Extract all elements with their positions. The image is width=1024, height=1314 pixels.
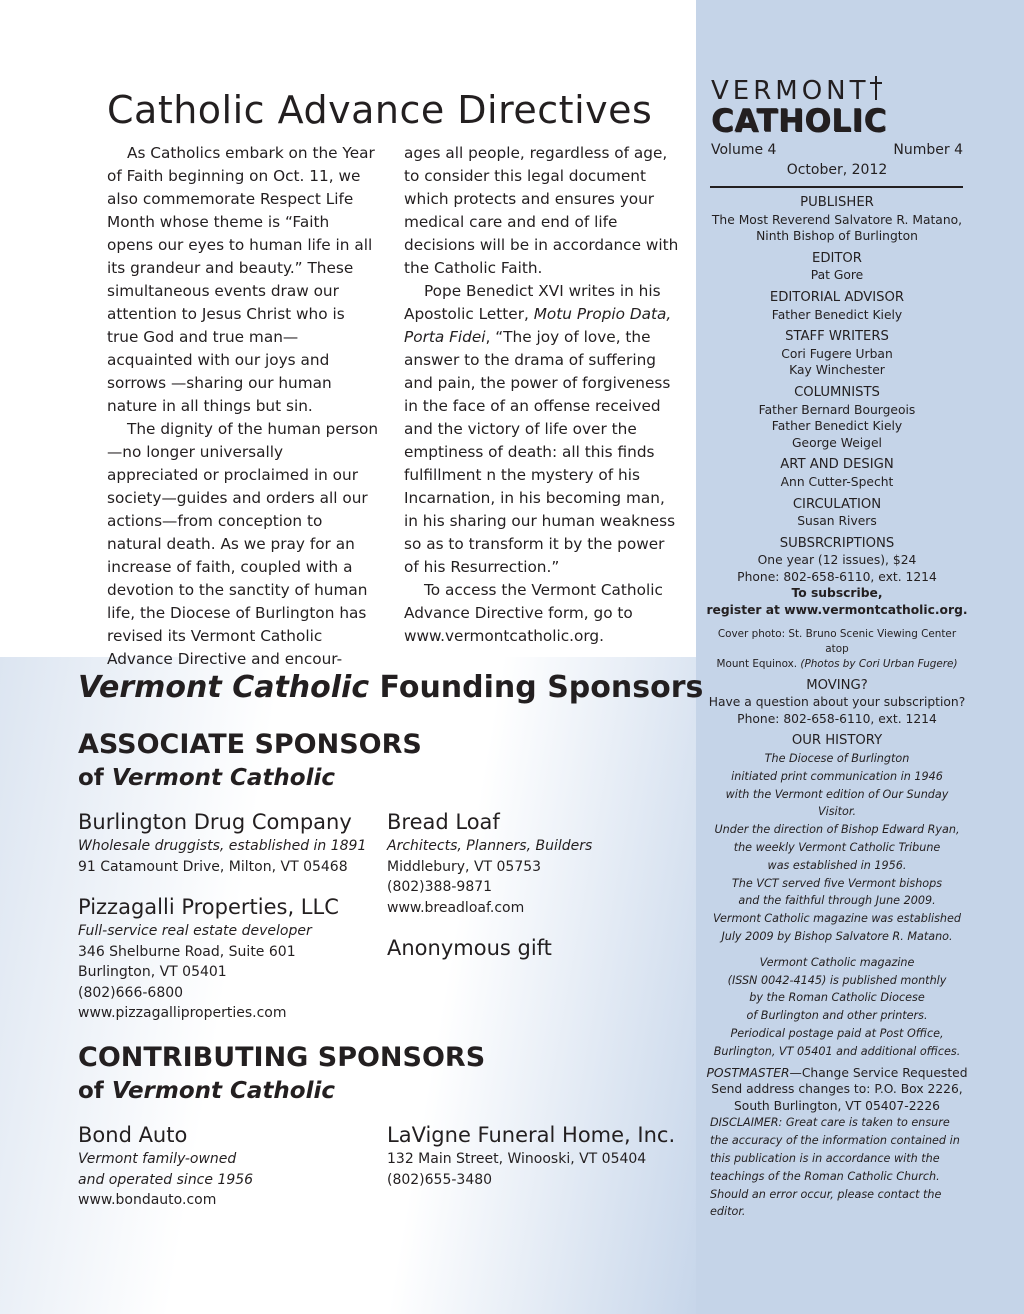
art-label: ART AND DESIGN	[780, 457, 894, 473]
advisor-label: EDITORIAL ADVISOR	[769, 289, 905, 305]
disclaimer-label: DISCLAIMER:	[710, 1116, 783, 1130]
quote-intro: Pope Benedict XVI writes in his Apostolic Letter,	[404, 282, 661, 323]
sponsor-city: Burlington, VT 05401	[78, 964, 227, 980]
article-paragraph	[404, 280, 679, 579]
article-paragraph: As Catholics embark on the Year of Faith beginning on Oct. 11, we also commemorate Respect Life Month whose theme is “Faith opens our eyes to human life in all its grandeur and beauty.” These simultaneous events draw our attention to Jesus Christ who is true God and true man—acquainted with our joys and sorrows —sharing our human nature in all things but sin.	[107, 144, 375, 415]
of-label: of	[78, 1078, 112, 1104]
pub-info-line: Burlington, VT 05401 and additional offices.	[713, 1044, 961, 1058]
sponsor-tagline: Wholesale druggists, established in 1891	[78, 838, 367, 854]
sponsor-pizzagalli	[78, 893, 339, 1024]
sponsor-lavigne	[387, 1121, 675, 1190]
editor-name: Pat Gore	[810, 268, 864, 283]
publisher-title: Ninth Bishop of Burlington	[756, 229, 918, 244]
columnist: George Weigel	[792, 435, 882, 450]
disclaimer	[706, 1114, 968, 1221]
article-column-1	[107, 142, 379, 671]
logo-vermont: VERMONT	[711, 76, 870, 106]
of-magazine: Vermont Catholic	[111, 765, 336, 791]
contributing-sponsors-heading	[78, 1042, 485, 1107]
article-title: Catholic Advance Directives	[107, 88, 653, 132]
advisor-name: Father Benedict Kiely	[771, 307, 903, 322]
vermont-catholic-logo	[711, 76, 961, 139]
pub-info-line: Vermont Catholic magazine	[759, 955, 915, 969]
article-paragraph: The dignity of the human person—no longer universally appreciated or proclaimed in our society—guides and orders all our actions—from conception to natural death. As we pray for an increase of faith, coupled with a devotion to the sanctity of human life, the Diocese of Burlington has revised its Vermont Catholic Advance Directive and encour-	[107, 420, 379, 668]
subscriptions-label: SUBSRCRIPTIONS	[779, 535, 895, 551]
sponsor-name: Pizzagalli Properties, LLC	[78, 895, 339, 919]
sponsor-address: 346 Shelburne Road, Suite 601	[78, 943, 296, 960]
pub-info-line: of Burlington and other printers.	[746, 1009, 928, 1023]
article-paragraph: To access the Vermont Catholic Advance Directive form, go to www.vermontcatholic.org.	[404, 581, 663, 645]
sponsor-phone: (802)388-9871	[387, 879, 493, 895]
sponsor-bread-loaf	[387, 808, 592, 918]
history-line: with the Vermont edition of Our Sunday Visitor.	[725, 787, 949, 819]
moving-label: MOVING?	[806, 677, 868, 693]
sponsor-anonymous	[387, 934, 552, 962]
history-line: was established in 1956.	[767, 858, 907, 872]
sponsors-title	[78, 670, 703, 705]
circulation-name: Susan Rivers	[797, 514, 877, 529]
issue-number: Number 4	[893, 142, 963, 158]
sponsor-name: LaVigne Funeral Home, Inc.	[387, 1123, 676, 1147]
cross-icon	[869, 76, 883, 100]
sponsor-tagline: Architects, Planners, Builders	[387, 838, 593, 854]
history-line: initiated print communication in 1946	[731, 769, 943, 783]
history-line: Vermont Catholic magazine was established	[713, 912, 961, 926]
of-label: of	[78, 765, 112, 791]
associate-sponsors-heading	[78, 729, 422, 794]
quote-text: , “The joy of love, the answer to the drama of suffering and pain, the power of forgiveness in the face of an offense received and the victory of life over the emptiness of death: all this finds fulfillment n the mystery of his Incarnation, in his becoming man, in his sharing our human weakness so as to transform it by the power of his Resurrection.”	[404, 328, 676, 576]
subscription-price: One year (12 issues), $24	[757, 553, 917, 568]
pub-info-line: (ISSN 0042-4145) is published monthly	[727, 973, 947, 987]
issue-info	[711, 142, 963, 178]
publisher-name: The Most Reverend Salvatore R. Matano,	[711, 212, 963, 227]
article-column-2	[404, 142, 679, 648]
logo-catholic: CATHOLIC	[711, 103, 887, 139]
sponsor-address: Middlebury, VT 05753	[387, 858, 542, 875]
sponsor-bond-auto	[78, 1121, 253, 1211]
sponsor-website: www.bondauto.com	[78, 1192, 217, 1208]
contributing-heading-text: CONTRIBUTING SPONSORS	[78, 1042, 486, 1073]
send-address: Send address changes to: P.O. Box 2226,	[711, 1082, 963, 1097]
sponsor-burlington-drug	[78, 808, 366, 877]
history-line: The VCT served five Vermont bishops	[731, 876, 943, 890]
history-label: OUR HISTORY	[791, 733, 883, 749]
cover-credit-2	[706, 657, 968, 672]
sponsor-website: www.breadloaf.com	[387, 899, 525, 916]
disclaimer-text: Great care is taken to ensure the accuracy of the information contained in this publication is in accordance with the teachings of the Roman Catholic Church. Should an error occur, please contact the editor.	[710, 1116, 960, 1219]
moving-question: Have a question about your subscription?	[708, 695, 966, 710]
history-line: the weekly Vermont Catholic Tribune	[733, 841, 941, 855]
sponsor-address: 91 Catamount Drive, Milton, VT 05468	[78, 858, 348, 875]
pub-info-line: by the Roman Catholic Diocese	[749, 991, 925, 1005]
columnist: Father Bernard Bourgeois	[758, 402, 916, 417]
sponsor-address: 132 Main Street, Winooski, VT 05404	[387, 1151, 647, 1167]
history-line: and the faithful through June 2009.	[738, 894, 936, 908]
subscribe-link[interactable]: register at www.vermontcatholic.org.	[706, 603, 968, 618]
sponsor-name: Bread Loaf	[387, 810, 500, 834]
moving-phone: Phone: 802-658-6110, ext. 1214	[737, 711, 937, 726]
pub-info-line: Periodical postage paid at Post Office,	[730, 1026, 944, 1040]
photo-credit: (Photos by Cori Urban Fugere)	[800, 657, 958, 670]
circulation-label: CIRCULATION	[792, 496, 882, 512]
masthead-credits	[706, 195, 968, 1221]
editor-label: EDITOR	[812, 250, 862, 266]
columnists-label: COLUMNISTS	[794, 384, 880, 400]
postmaster-text: —Change Service Requested	[789, 1065, 968, 1080]
cover-location: Mount Equinox.	[716, 657, 801, 670]
of-magazine: Vermont Catholic	[111, 1078, 336, 1104]
staff-writer: Kay Winchester	[789, 363, 885, 378]
history-line: July 2009 by Bishop Salvatore R. Matano.	[721, 930, 953, 943]
sponsor-website: www.pizzagalliproperties.com	[78, 1005, 287, 1021]
history-line: Under the direction of Bishop Edward Ryan,	[714, 823, 960, 837]
issue-date: October, 2012	[786, 162, 888, 178]
associate-heading-text: ASSOCIATE SPONSORS	[78, 729, 422, 760]
sponsors-title-rest: Founding Sponsors	[369, 670, 704, 705]
columnist: Father Benedict Kiely	[771, 419, 903, 434]
sponsor-tagline: Full-service real estate developer	[78, 923, 312, 939]
sponsor-tagline: and operated since 1956	[78, 1171, 254, 1188]
letter-title: Motu Propio Data, Porta Fidei	[404, 305, 672, 346]
history-line: The Diocese of Burlington	[764, 752, 910, 766]
sponsor-name: Bond Auto	[78, 1123, 188, 1147]
article-paragraph: ages all people, regardless of age, to consider this legal document which protects and ensures your medical care and end of life decisions will be in accordance with the Catholic Faith.	[404, 144, 679, 277]
masthead-divider	[710, 186, 963, 188]
send-city: South Burlington, VT 05407-2226	[733, 1098, 940, 1113]
subscribe-text: To subscribe,	[791, 586, 883, 601]
publisher-label: PUBLISHER	[800, 195, 874, 210]
art-designer: Ann Cutter-Specht	[780, 474, 894, 489]
staff-writer: Cori Fugere Urban	[781, 346, 893, 361]
sponsor-name: Anonymous gift	[387, 936, 552, 960]
staff-label: STAFF WRITERS	[785, 329, 889, 345]
cover-credit: Cover photo: St. Bruno Scenic Viewing Center atop	[717, 627, 957, 655]
postmaster-line	[706, 1065, 968, 1082]
sponsors-title-italic: Vermont Catholic	[78, 670, 370, 705]
sponsor-phone: (802)666-6800	[78, 984, 184, 1001]
volume: Volume 4	[711, 142, 777, 158]
sponsor-phone: (802)655-3480	[387, 1171, 493, 1188]
sponsor-tagline: Vermont family-owned	[78, 1151, 237, 1167]
sponsor-name: Burlington Drug Company	[78, 810, 352, 834]
subscription-phone: Phone: 802-658-6110, ext. 1214	[737, 569, 937, 584]
postmaster-label: POSTMASTER	[706, 1065, 790, 1080]
